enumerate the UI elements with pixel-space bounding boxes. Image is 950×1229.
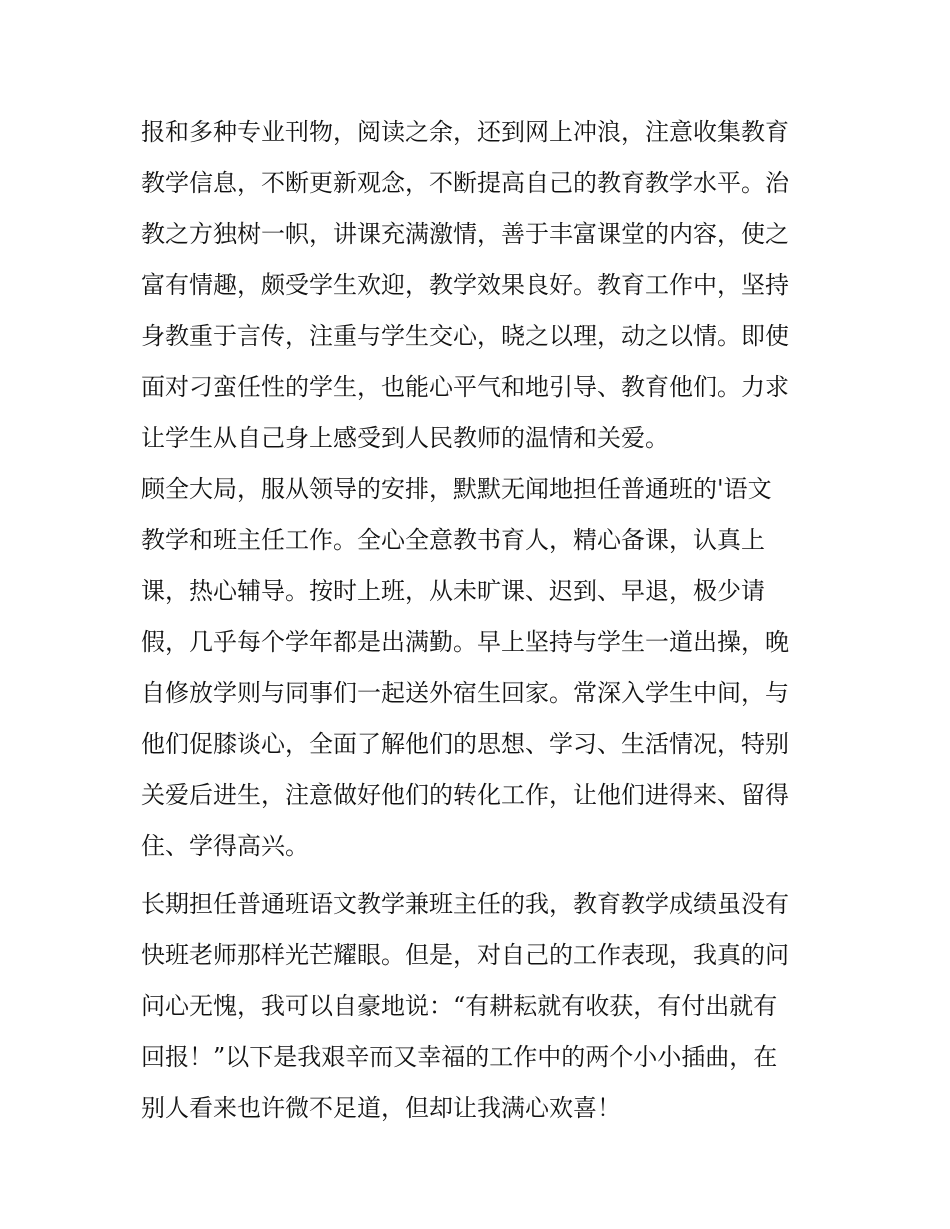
text-line: 身教重于言传，注重与学生交心，晓之以理，动之以情。即使 [141, 322, 789, 350]
body-text [141, 107, 821, 1134]
text-line: 富有情趣，颇受学生欢迎，教学效果良好。教育工作中，坚持 [141, 271, 789, 299]
text-line: 报和多种专业刊物，阅读之余，还到网上冲浪，注意收集教育 [141, 118, 789, 146]
text-line: 教学信息，不断更新观念，不断提高自己的教育教学水平。治 [141, 169, 789, 197]
paragraph-spacer [141, 872, 821, 879]
text-line: 假，几乎每个学年都是出满勤。早上坚持与学生一道出操，晚 [141, 628, 789, 656]
text-line: 顾全大局，服从领导的安排，默默无闻地担任普通班的'语文 [141, 475, 772, 503]
text-line: 他们促膝谈心，全面了解他们的思想、学习、生活情况，特别 [141, 730, 789, 758]
text-line: 回报！”以下是我艰辛而又幸福的工作中的两个小小插曲，在 [141, 1043, 778, 1071]
paragraph-1 [141, 107, 821, 464]
text-line: 让学生从自己身上感受到人民教师的温情和关爱。 [141, 424, 669, 452]
text-line: 面对刁蛮任性的学生，也能心平气和地引导、教育他们。力求 [141, 373, 789, 401]
text-line: 长期担任普通班语文教学兼班主任的我，教育教学成绩虽没有 [141, 890, 789, 918]
text-line: 关爱后进生，注意做好他们的转化工作，让他们进得来、留得 [141, 781, 789, 809]
text-line: 教之方独树一帜，讲课充满激情，善于丰富课堂的内容，使之 [141, 220, 789, 248]
paragraph-3 [141, 879, 821, 1134]
text-line: 教学和班主任工作。全心全意教书育人，精心备课，认真上 [141, 526, 765, 554]
text-line: 住、学得高兴。 [141, 832, 309, 860]
text-line: 快班老师那样光芒耀眼。但是，对自己的工作表现，我真的问 [141, 941, 789, 969]
text-line: 自修放学则与同事们一起送外宿生回家。常深入学生中间，与 [141, 679, 789, 707]
paragraph-2 [141, 464, 821, 872]
text-line: 问心无愧，我可以自豪地说：“有耕耘就有收获，有付出就有 [141, 992, 778, 1020]
text-line: 课，热心辅导。按时上班，从未旷课、迟到、早退，极少请 [141, 577, 765, 605]
text-line: 别人看来也许微不足道，但却让我满心欢喜！ [141, 1094, 621, 1122]
